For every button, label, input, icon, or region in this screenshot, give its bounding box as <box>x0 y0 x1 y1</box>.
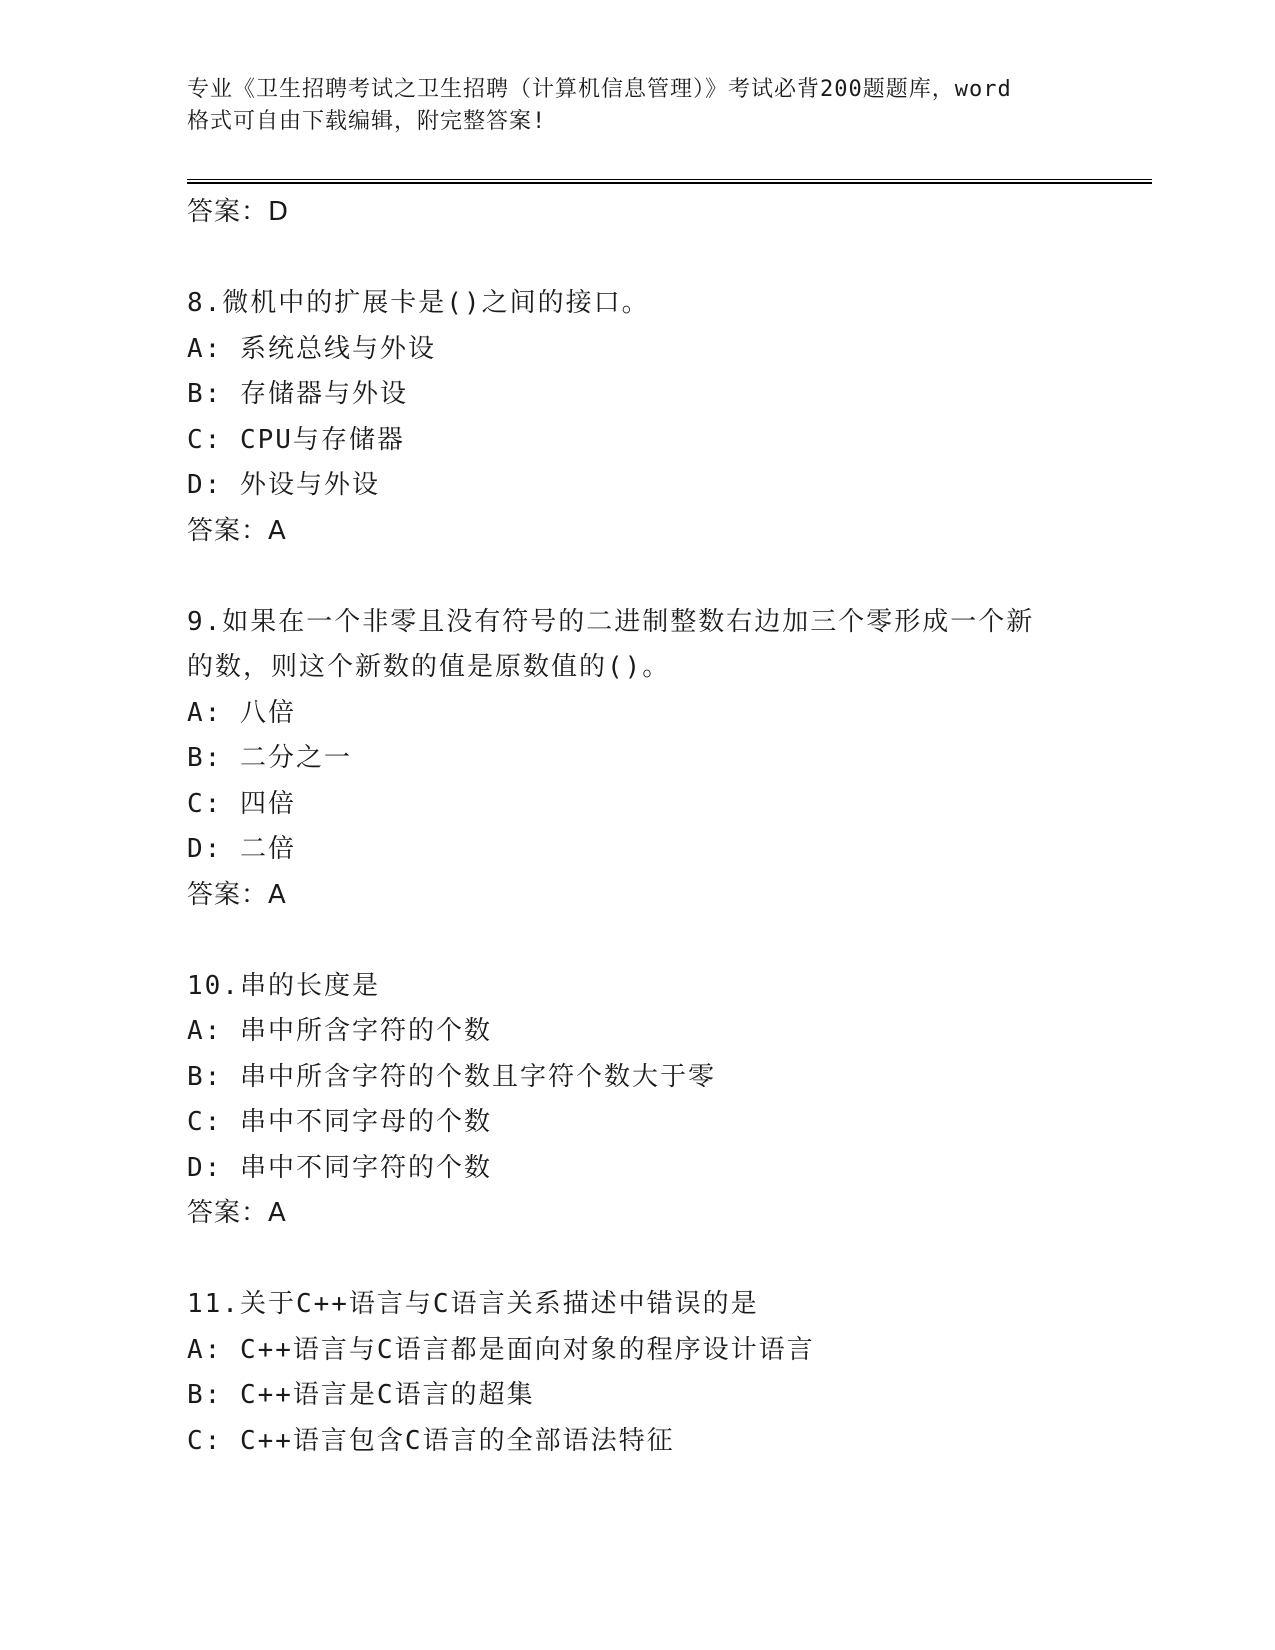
option-d: D: 外设与外设 <box>187 470 380 500</box>
option-a: A: C++语言与C语言都是面向对象的程序设计语言 <box>187 1334 815 1365</box>
question-list <box>187 190 1147 1464</box>
option-a: A: 系统总线与外设 <box>187 333 436 364</box>
question-stem: 10.串的长度是 <box>187 970 380 1001</box>
question-10 <box>187 964 1147 1237</box>
option-c: C: C++语言包含C语言的全部语法特征 <box>187 1425 675 1456</box>
option-b: B: 串中所含字符的个数且字符个数大于零 <box>187 1061 716 1092</box>
option-b: B: C++语言是C语言的超集 <box>187 1380 535 1410</box>
option-c: C: CPU与存储器 <box>187 424 405 455</box>
spacer <box>187 236 1147 282</box>
question-stem: 8.微机中的扩展卡是()之间的接口。 <box>187 288 650 318</box>
option-b: B: 存储器与外设 <box>187 379 408 409</box>
answer: 答案：A <box>187 515 287 546</box>
spacer <box>187 554 1147 600</box>
question-8 <box>187 281 1147 554</box>
option-a: A: 串中所含字符的个数 <box>187 1016 492 1046</box>
option-a: A: 八倍 <box>187 697 296 728</box>
option-b: B: 二分之一 <box>187 743 352 773</box>
option-c: C: 串中不同字母的个数 <box>187 1107 492 1137</box>
question-9 <box>187 600 1147 919</box>
header-line-2: 格式可自由下载编辑，附完整答案! <box>187 109 547 134</box>
answer: 答案：A <box>187 1198 287 1228</box>
document-header <box>187 74 1087 138</box>
previous-answer: 答案：D <box>187 197 290 227</box>
header-divider-thick <box>187 182 1152 184</box>
header-divider-thin <box>187 179 1152 180</box>
option-c: C: 四倍 <box>187 788 296 819</box>
header-line-1: 专业《卫生招聘考试之卫生招聘（计算机信息管理）》考试必背200题题库，word <box>187 77 1012 102</box>
question-11 <box>187 1282 1147 1464</box>
spacer <box>187 1237 1147 1283</box>
question-stem: 9.如果在一个非零且没有符号的二进制整数右边加三个零形成一个新 <box>187 606 1035 637</box>
spacer <box>187 918 1147 964</box>
question-stem: 11.关于C++语言与C语言关系描述中错误的是 <box>187 1289 759 1319</box>
option-d: D: 二倍 <box>187 834 296 864</box>
question-stem-continued: 的数，则这个新数的值是原数值的()。 <box>187 652 671 682</box>
answer: 答案：A <box>187 879 287 910</box>
option-d: D: 串中不同字符的个数 <box>187 1152 492 1183</box>
